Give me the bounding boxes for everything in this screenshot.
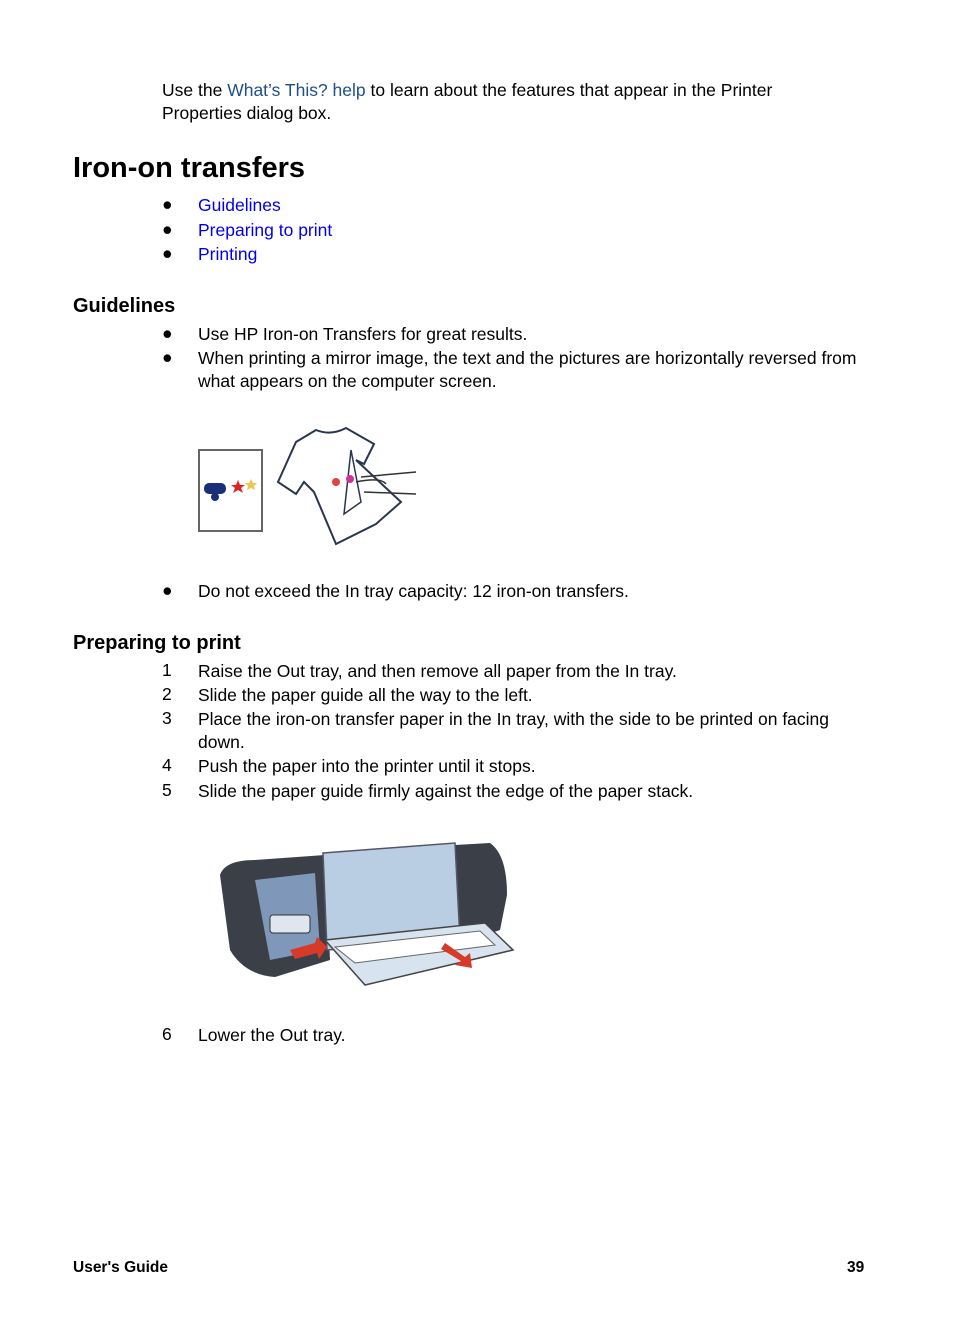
footer-guide-title: User's Guide (73, 1259, 168, 1276)
intro-paragraph (162, 79, 842, 125)
intro-text-rest: to learn about the features that appear in the Printer Properties dialog box. (162, 80, 773, 123)
bullet: ● (162, 323, 173, 343)
guidelines-heading: Guidelines (73, 295, 176, 317)
step-number: 1 (162, 660, 172, 680)
guideline-item: When printing a mirror image, the text and the pictures are horizontally reversed from what appears on the computer screen. (198, 348, 857, 391)
step-text: Push the paper into the printer until it stops. (198, 756, 536, 776)
bullet: ● (162, 243, 173, 263)
step-number: 2 (162, 684, 172, 704)
step-number: 6 (162, 1024, 172, 1044)
toc-link-guidelines[interactable]: Guidelines (198, 195, 281, 215)
whats-this-help-link[interactable]: What’s This? help (227, 80, 366, 100)
toc-link-printing[interactable]: Printing (198, 244, 258, 264)
step-text: Lower the Out tray. (198, 1025, 346, 1045)
step-number: 5 (162, 780, 172, 800)
bullet: ● (162, 347, 173, 367)
step-text: Slide the paper guide all the way to the left. (198, 685, 533, 705)
intro-text: Use the (162, 80, 228, 100)
bullet: ● (162, 219, 173, 239)
page-number: 39 (847, 1259, 865, 1276)
bullet: ● (162, 580, 173, 600)
iron-on-illustration (196, 422, 421, 550)
printer-illustration (215, 835, 515, 990)
step-number: 3 (162, 708, 172, 728)
guideline-item: Do not exceed the In tray capacity: 12 iron-on transfers. (198, 581, 629, 601)
step-text: Place the iron-on transfer paper in the In tray, with the side to be printed on facing down. (198, 709, 830, 752)
page-title: Iron-on transfers (73, 152, 306, 184)
preparing-heading: Preparing to print (73, 632, 241, 654)
bullet: ● (162, 194, 173, 214)
toc-link-preparing[interactable]: Preparing to print (198, 220, 333, 240)
guideline-item: Use HP Iron-on Transfers for great results. (198, 324, 528, 344)
step-text: Slide the paper guide firmly against the edge of the paper stack. (198, 781, 694, 801)
step-text: Raise the Out tray, and then remove all paper from the In tray. (198, 661, 677, 681)
step-number: 4 (162, 755, 172, 775)
